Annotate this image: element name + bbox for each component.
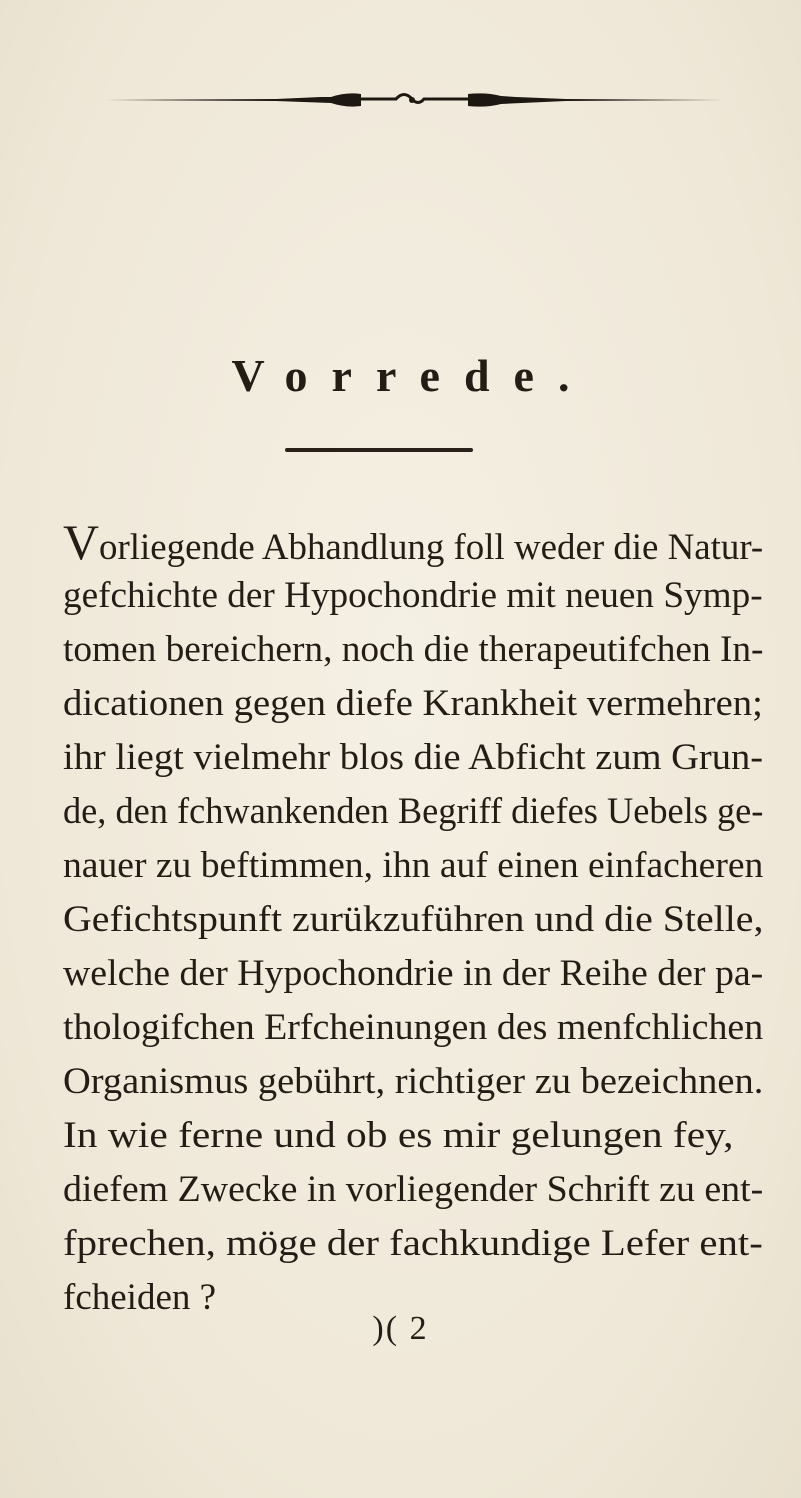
text-line: fprechen, möge der fachkundige Lefer ent- <box>63 1223 763 1264</box>
text-line: Vorliegende Abhandlung foll weder die Natur- <box>63 514 764 570</box>
text-line: welche der Hypochondrie in der Reihe der pa- <box>63 953 764 994</box>
text-line: diefem Zwecke in vorliegender Schrift zu ent- <box>63 1169 764 1210</box>
title-divider <box>285 448 473 452</box>
ornament-rule <box>106 88 722 112</box>
text-line: gefchichte der Hypochondrie mit neuen Symp- <box>63 575 763 616</box>
signature-mark: )( 2 <box>372 1310 429 1347</box>
text-line: Organismus gebührt, richtiger zu bezeichnen. <box>63 1061 764 1102</box>
text-line: de, den fchwankenden Begriff diefes Uebels ge- <box>63 791 764 832</box>
text-line: tomen bereichern, noch die therapeutifchen In- <box>63 629 764 670</box>
page-title: Vorrede. <box>231 350 594 401</box>
text-line: thologifchen Erfcheinungen des menfchlichen <box>63 1007 764 1048</box>
text-line: ihr liegt vielmehr blos die Abficht zum Grun- <box>63 737 764 778</box>
text-line: dicationen gegen diefe Krankheit vermehren; <box>63 683 763 724</box>
text-line: nauer zu beftimmen, ihn auf einen einfacheren <box>63 845 764 886</box>
text-line: fcheiden ? <box>63 1277 217 1318</box>
text-line: In wie ferne und ob es mir gelungen fey, <box>63 1115 734 1156</box>
text-line: Gefichtspunft zurükzuführen und die Stelle, <box>63 899 764 940</box>
drop-initial: V <box>63 514 100 570</box>
